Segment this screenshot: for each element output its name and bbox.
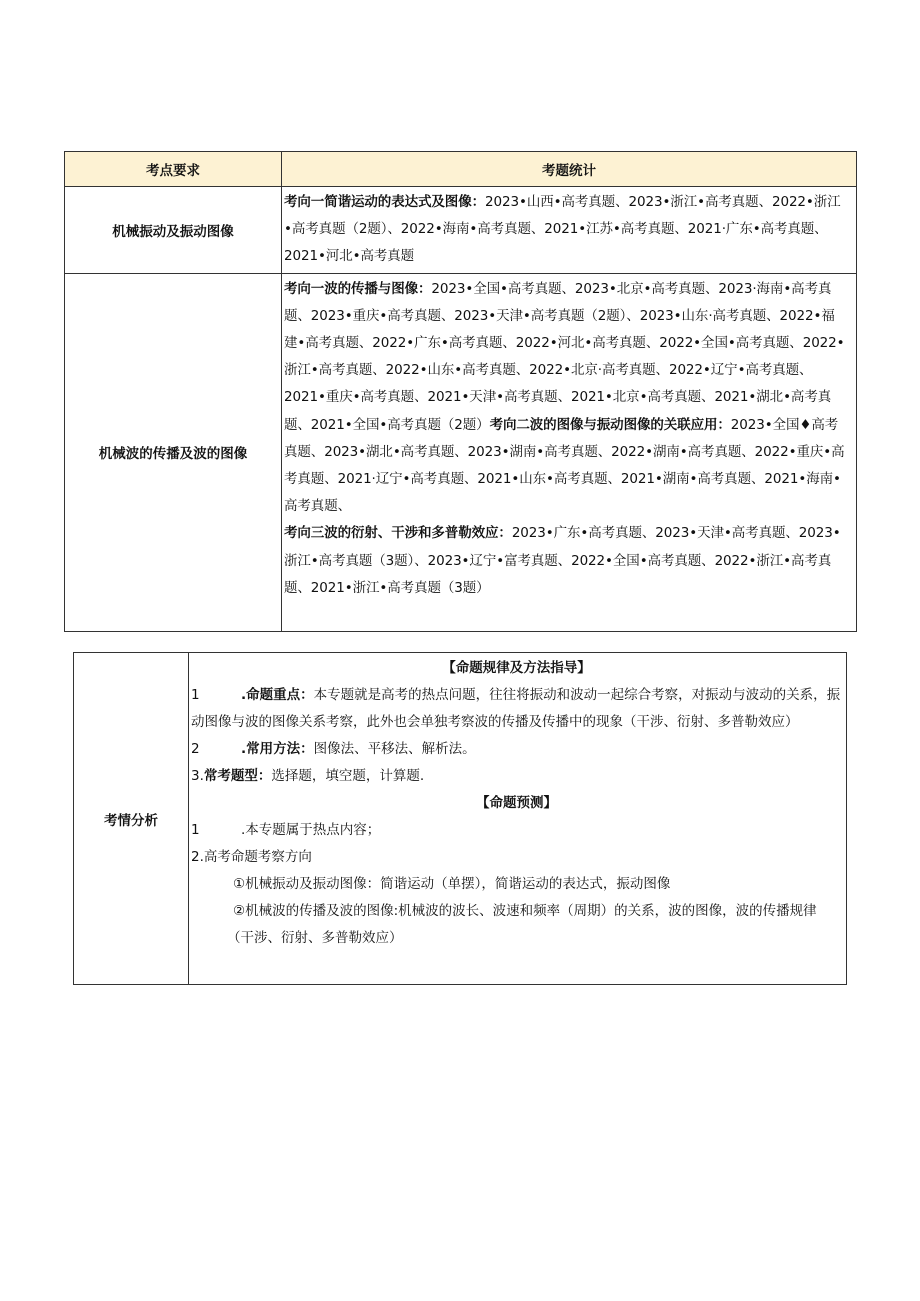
header-requirement: 考点要求 (65, 152, 282, 187)
requirement-wave: 机械波的传播及波的图像 (65, 273, 282, 631)
topic-title: 考向三波的衍射、干涉和多普勒效应： (284, 525, 512, 542)
list-item (191, 763, 842, 790)
topic-title: 考向一波的传播与图像： (284, 280, 432, 297)
item-title: .命题重点： (241, 687, 314, 703)
topic-title: 考向一简谐运动的表达式及图像： (284, 194, 485, 210)
requirement-vibration: 机械振动及振动图像 (65, 187, 282, 274)
list-item: 2.高考命题考察方向 (191, 849, 312, 865)
list-item (191, 817, 842, 844)
item-number: 3. (191, 768, 204, 784)
stats-wave (282, 273, 857, 631)
list-item (191, 682, 842, 736)
sub-item-vibration: ①机械振动及振动图像：简谐运动（单摆），简谐运动的表达式，振动图像 (233, 876, 671, 892)
item-text: .本专题属于热点内容； (241, 822, 381, 838)
section-title-prediction: 【命题预测】 (476, 795, 557, 811)
item-number: 2 (191, 741, 200, 757)
item-text: 图像法、平移法、解析法。 (313, 741, 476, 757)
item-title: 常考题型： (203, 768, 272, 784)
analysis-table (73, 652, 847, 985)
topic-title: 考向二波的图像与振动图像的关联应用： (489, 416, 731, 433)
table-row (65, 273, 857, 631)
table-row (74, 653, 847, 985)
stats-vibration (282, 187, 857, 274)
exam-stats-table (64, 151, 857, 632)
sub-item-wave: ②机械波的传播及波的图像:机械波的波长、波速和频率（周期）的关系，波的图像，波的传播规律（干涉、衍射、多普勒效应） (227, 903, 817, 946)
item-number: 1 (191, 822, 200, 838)
table-header-row (65, 152, 857, 187)
topic-text: 2023•全国•高考真题、2023•北京•高考真题、2023·海南•高考真题、2023•重庆•高考真题、2023•天津•高考真题（2题）、2023•山东·高考真题、2022•福建•高考真题、2022•广东•高考真题、2022•河北•高考真题、2022•全国•高考真题、2022•浙江•高考真题、2022•山东•高考真题、2022•北京·高考真题、2022•辽宁•高考真题、2021•重庆•高考真题、2021•天津•高考真题、2021•北京•高考真题、2021•湖北•高考真题、2021•全国•高考真题（2题） (284, 280, 845, 433)
item-text: 选择题，填空题，计算题. (271, 768, 425, 784)
topic-text: 2023•山西•高考真题、2023•浙江•高考真题、2022•浙江•高考真题（2题）、2022•海南•高考真题、2021•江苏•高考真题、2021·广东•高考真题、2021•河北•高考真题 (284, 194, 841, 265)
topic-text: 2023•全国♦高考真题、2023•湖北•高考真题、2023•湖南•高考真题、2022•湖南•高考真题、2022•重庆•高考真题、2021·辽宁•高考真题、2021•山东•高考真题、2021•湖南•高考真题、2021•海南•高考真题、 (284, 416, 845, 515)
analysis-body (189, 653, 847, 985)
header-statistics: 考题统计 (282, 152, 857, 187)
analysis-label: 考情分析 (74, 653, 189, 985)
table-row (65, 187, 857, 274)
item-number: 1 (191, 687, 200, 703)
list-item (191, 736, 842, 763)
item-title: .常用方法： (241, 741, 314, 757)
topic-text: 2023•广东•高考真题、2023•天津•高考真题、2023•浙江•高考真题（3题）、2023•辽宁•富考真题、2022•全国•高考真题、2022•浙江•高考真题、2021•浙江•高考真题（3题） (284, 525, 841, 596)
item-text: 本专题就是高考的热点问题，往往将振动和波动一起综合考察，对振动与波动的关系，振动图像与波的图像关系考察，此外也会单独考察波的传播及传播中的现象（干涉、衍射、多普勒效应） (191, 687, 841, 730)
section-title-guidance: 【命题规律及方法指导】 (442, 660, 591, 676)
